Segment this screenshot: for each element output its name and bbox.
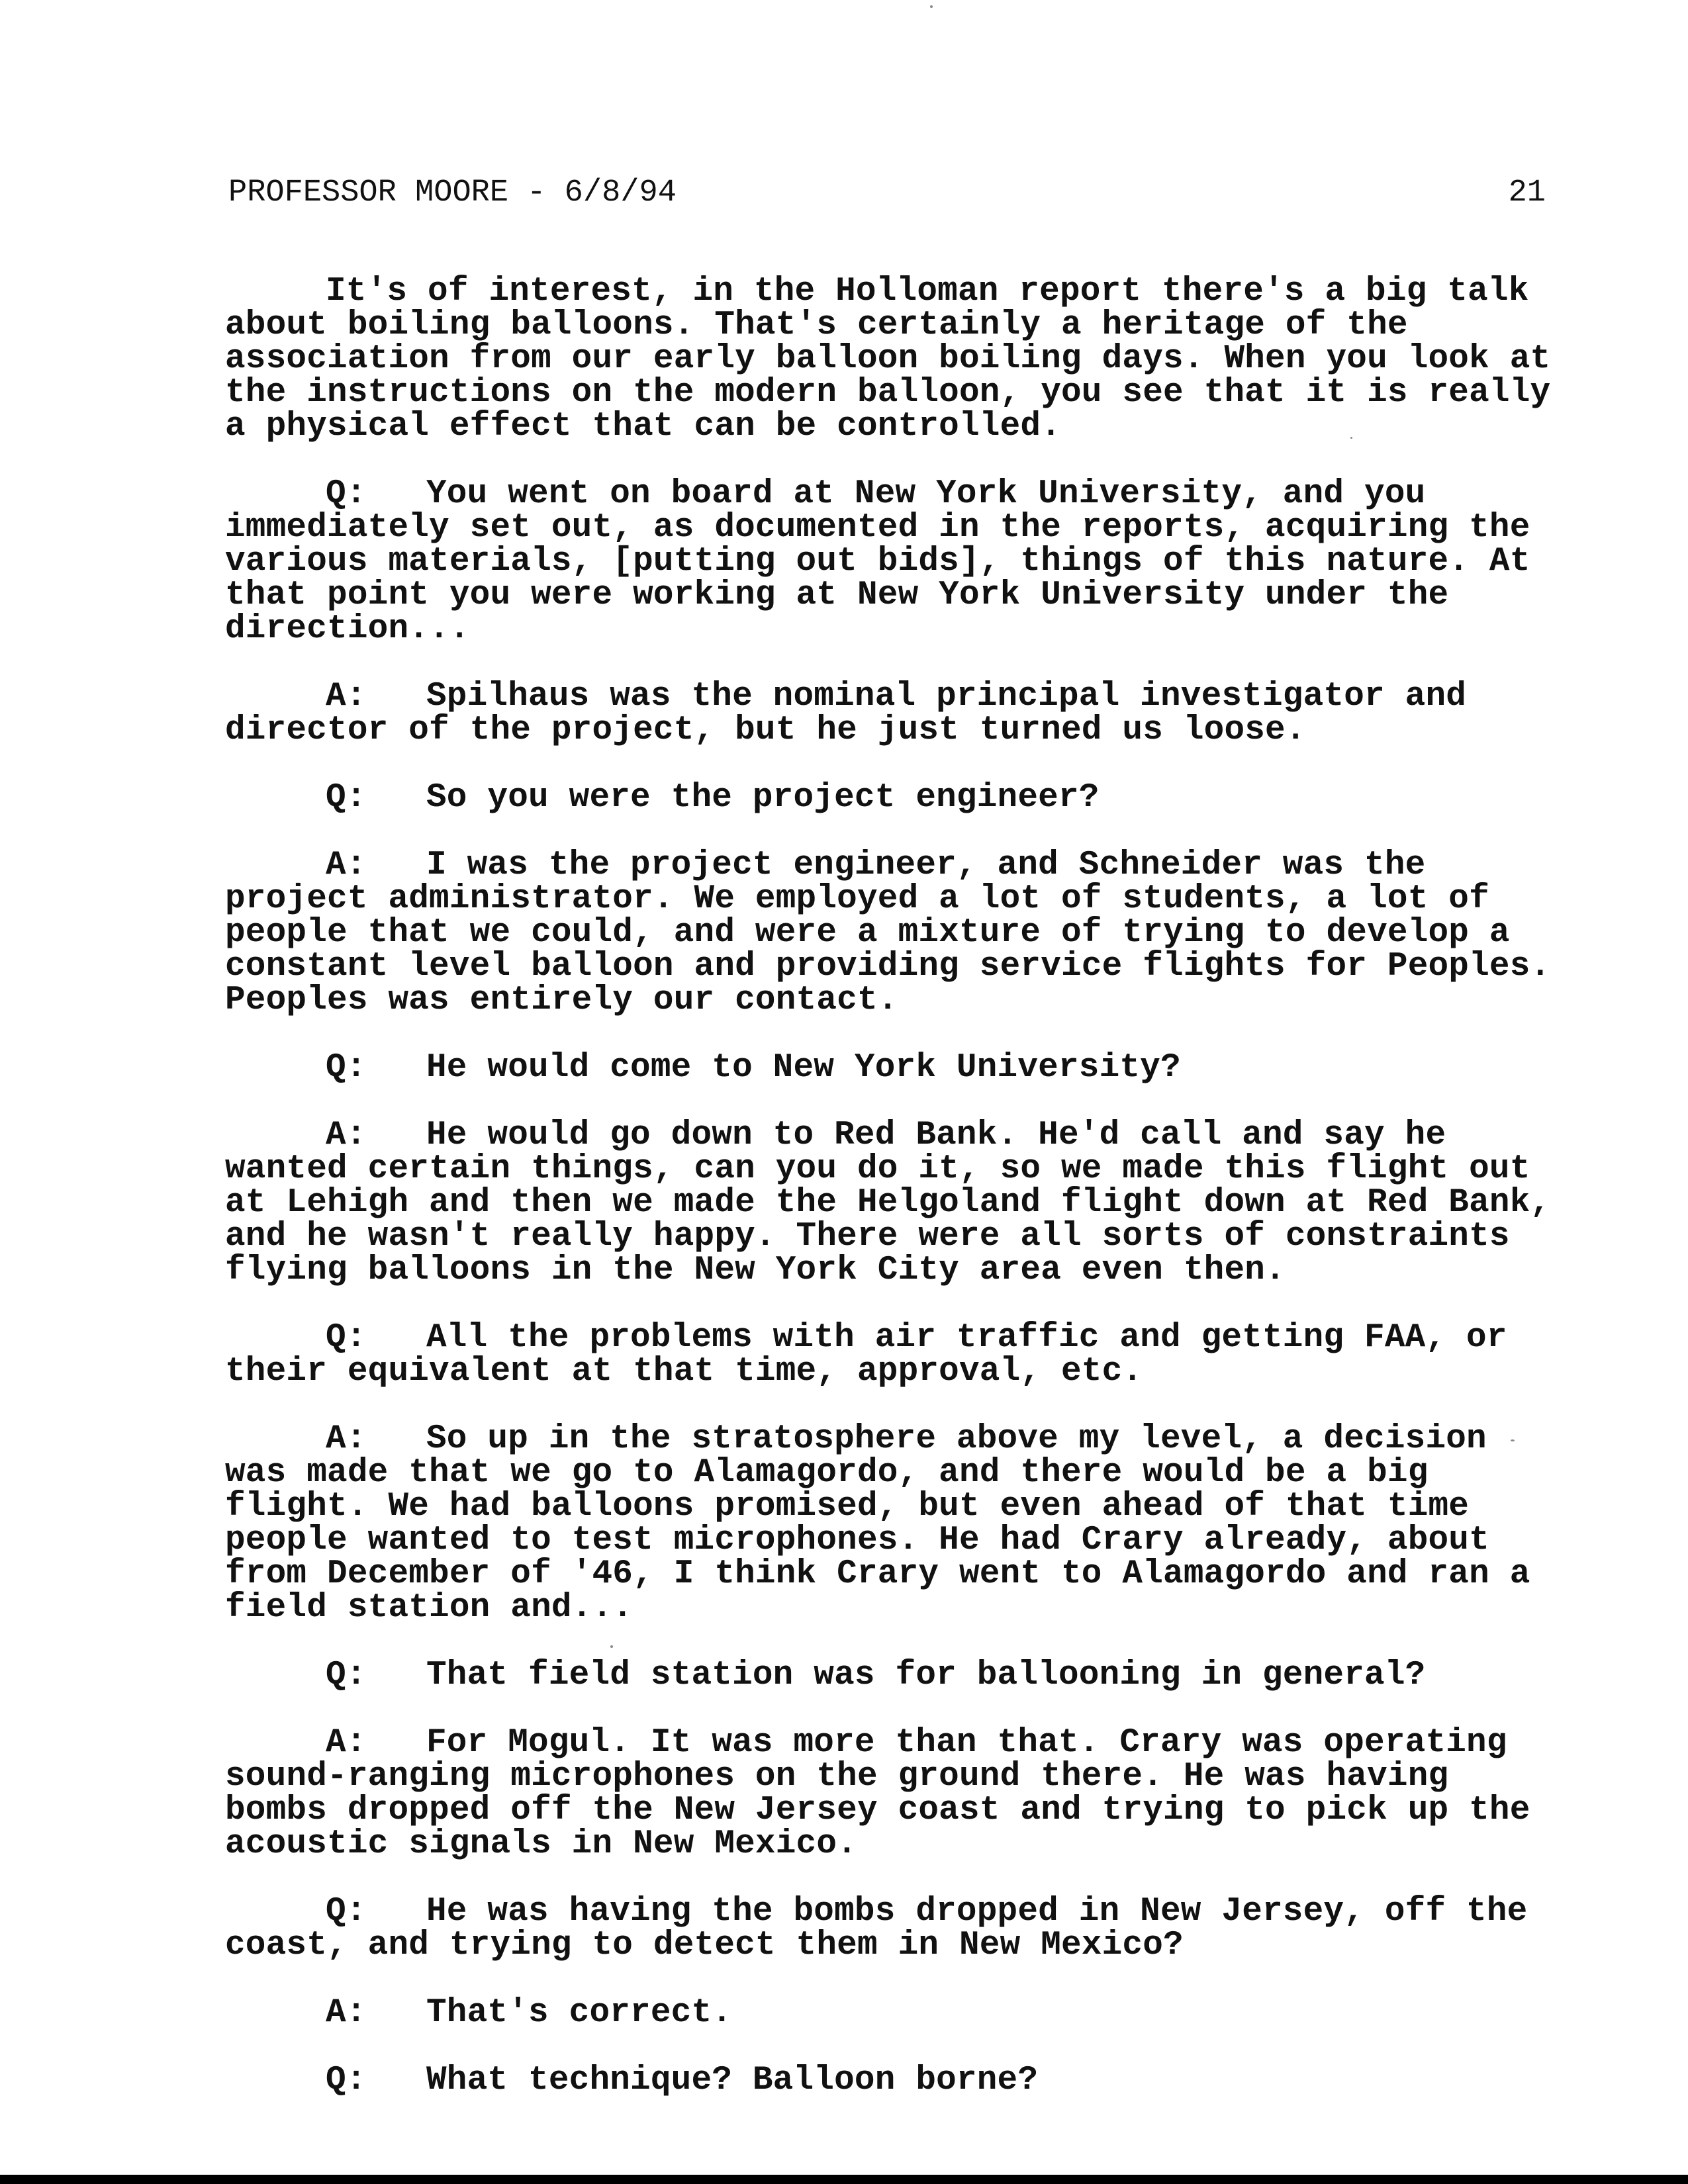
- speaker-label: A:: [326, 678, 367, 715]
- paragraph-text: For Mogul. It was more than that. Crary was operating sound-ranging microphones on the ground there. He was having bombs dropped off the New Jersey coast and trying to pick up the acoustic signals in New Mexico.: [225, 1724, 1530, 1863]
- paragraph-text: I was the project engineer, and Schneider was the project administrator. We employed a lot of students, a lot of people that we could, and were a mixture of trying to develop a constant level balloon and providing service flights for Peoples. Peoples was entirely our contact.: [225, 846, 1551, 1019]
- scan-speck: [930, 5, 933, 8]
- speaker-label: A:: [326, 1994, 367, 2032]
- paragraph-text: All the problems with air traffic and getting FAA, or their equivalent at that time, approval, etc.: [225, 1319, 1507, 1390]
- speaker-label: A:: [326, 1116, 367, 1154]
- paragraph-text: That's correct.: [426, 1994, 733, 2032]
- qa-paragraph: [225, 848, 1556, 1017]
- speaker-label: Q:: [326, 1319, 367, 1357]
- speaker-label: A:: [326, 846, 367, 884]
- paragraph-text: He would go down to Red Bank. He'd call and say he wanted certain things, can you do it, so we made this flight out at Lehigh and then we made the Helgoland flight down at Red Bank, and he wasn't really happy. There were all sorts of constraints flying balloons in the New York City area even then.: [225, 1116, 1551, 1289]
- qa-paragraph: [225, 2064, 1556, 2097]
- transcript-body: [225, 275, 1556, 2131]
- scan-speck: [610, 1645, 613, 1648]
- paragraph-text: Spilhaus was the nominal principal investigator and director of the project, but he just turned us loose.: [225, 678, 1467, 749]
- paragraph-text: It's of interest, in the Holloman report there's a big talk about boiling balloons. That's certainly a heritage of the association from our early balloon boiling days. When you look at the instructions on the modern balloon, you see that it is really a physical effect that can be controlled.: [225, 273, 1551, 445]
- paragraph-text: He would come to New York University?: [426, 1049, 1181, 1087]
- scan-bottom-edge: [0, 2175, 1688, 2184]
- speaker-label: A:: [326, 1724, 367, 1762]
- scan-speck: [1511, 1439, 1515, 1441]
- qa-paragraph: [225, 781, 1556, 815]
- qa-paragraph: [225, 1996, 1556, 2030]
- qa-paragraph: [225, 1659, 1556, 1692]
- paragraph-text: That field station was for ballooning in general?: [426, 1657, 1426, 1694]
- qa-paragraph: [225, 477, 1556, 646]
- qa-paragraph: [225, 680, 1556, 747]
- qa-paragraph: [225, 1051, 1556, 1085]
- header-title: PROFESSOR MOORE - 6/8/94: [228, 175, 677, 210]
- speaker-label: Q:: [326, 779, 367, 817]
- speaker-label: Q:: [326, 1049, 367, 1087]
- paragraph-text: You went on board at New York University, and you immediately set out, as documented in the reports, acquiring the various materials, [putting out bids], things of this nature. At that point you were working at New York University under the direction...: [225, 475, 1530, 648]
- paragraph-text: So up in the stratosphere above my level, a decision was made that we go to Alamagordo, and there would be a big flight. We had balloons promised, but even ahead of that time people wanted to test microphones. He had Crary already, about from December of '46, I think Crary went to Alamagordo and ran a field station and...: [225, 1420, 1530, 1627]
- paragraph-text: So you were the project engineer?: [426, 779, 1100, 817]
- qa-paragraph: [225, 1895, 1556, 1962]
- scan-speck: [1350, 437, 1352, 439]
- paragraph-text: He was having the bombs dropped in New Jersey, off the coast, and trying to detect them in New Mexico?: [225, 1893, 1528, 1964]
- speaker-label: Q:: [326, 475, 367, 513]
- speaker-label: A:: [326, 1420, 367, 1458]
- qa-paragraph: [225, 1726, 1556, 1861]
- qa-paragraph: [225, 1118, 1556, 1287]
- speaker-label: Q:: [326, 1893, 367, 1931]
- intro-paragraph: [225, 275, 1556, 443]
- speaker-label: Q:: [326, 2062, 367, 2099]
- speaker-label: Q:: [326, 1657, 367, 1694]
- page-header: [228, 173, 1546, 213]
- qa-paragraph: [225, 1422, 1556, 1625]
- qa-paragraph: [225, 1321, 1556, 1388]
- page-number: 21: [1508, 175, 1546, 210]
- paragraph-text: What technique? Balloon borne?: [426, 2062, 1039, 2099]
